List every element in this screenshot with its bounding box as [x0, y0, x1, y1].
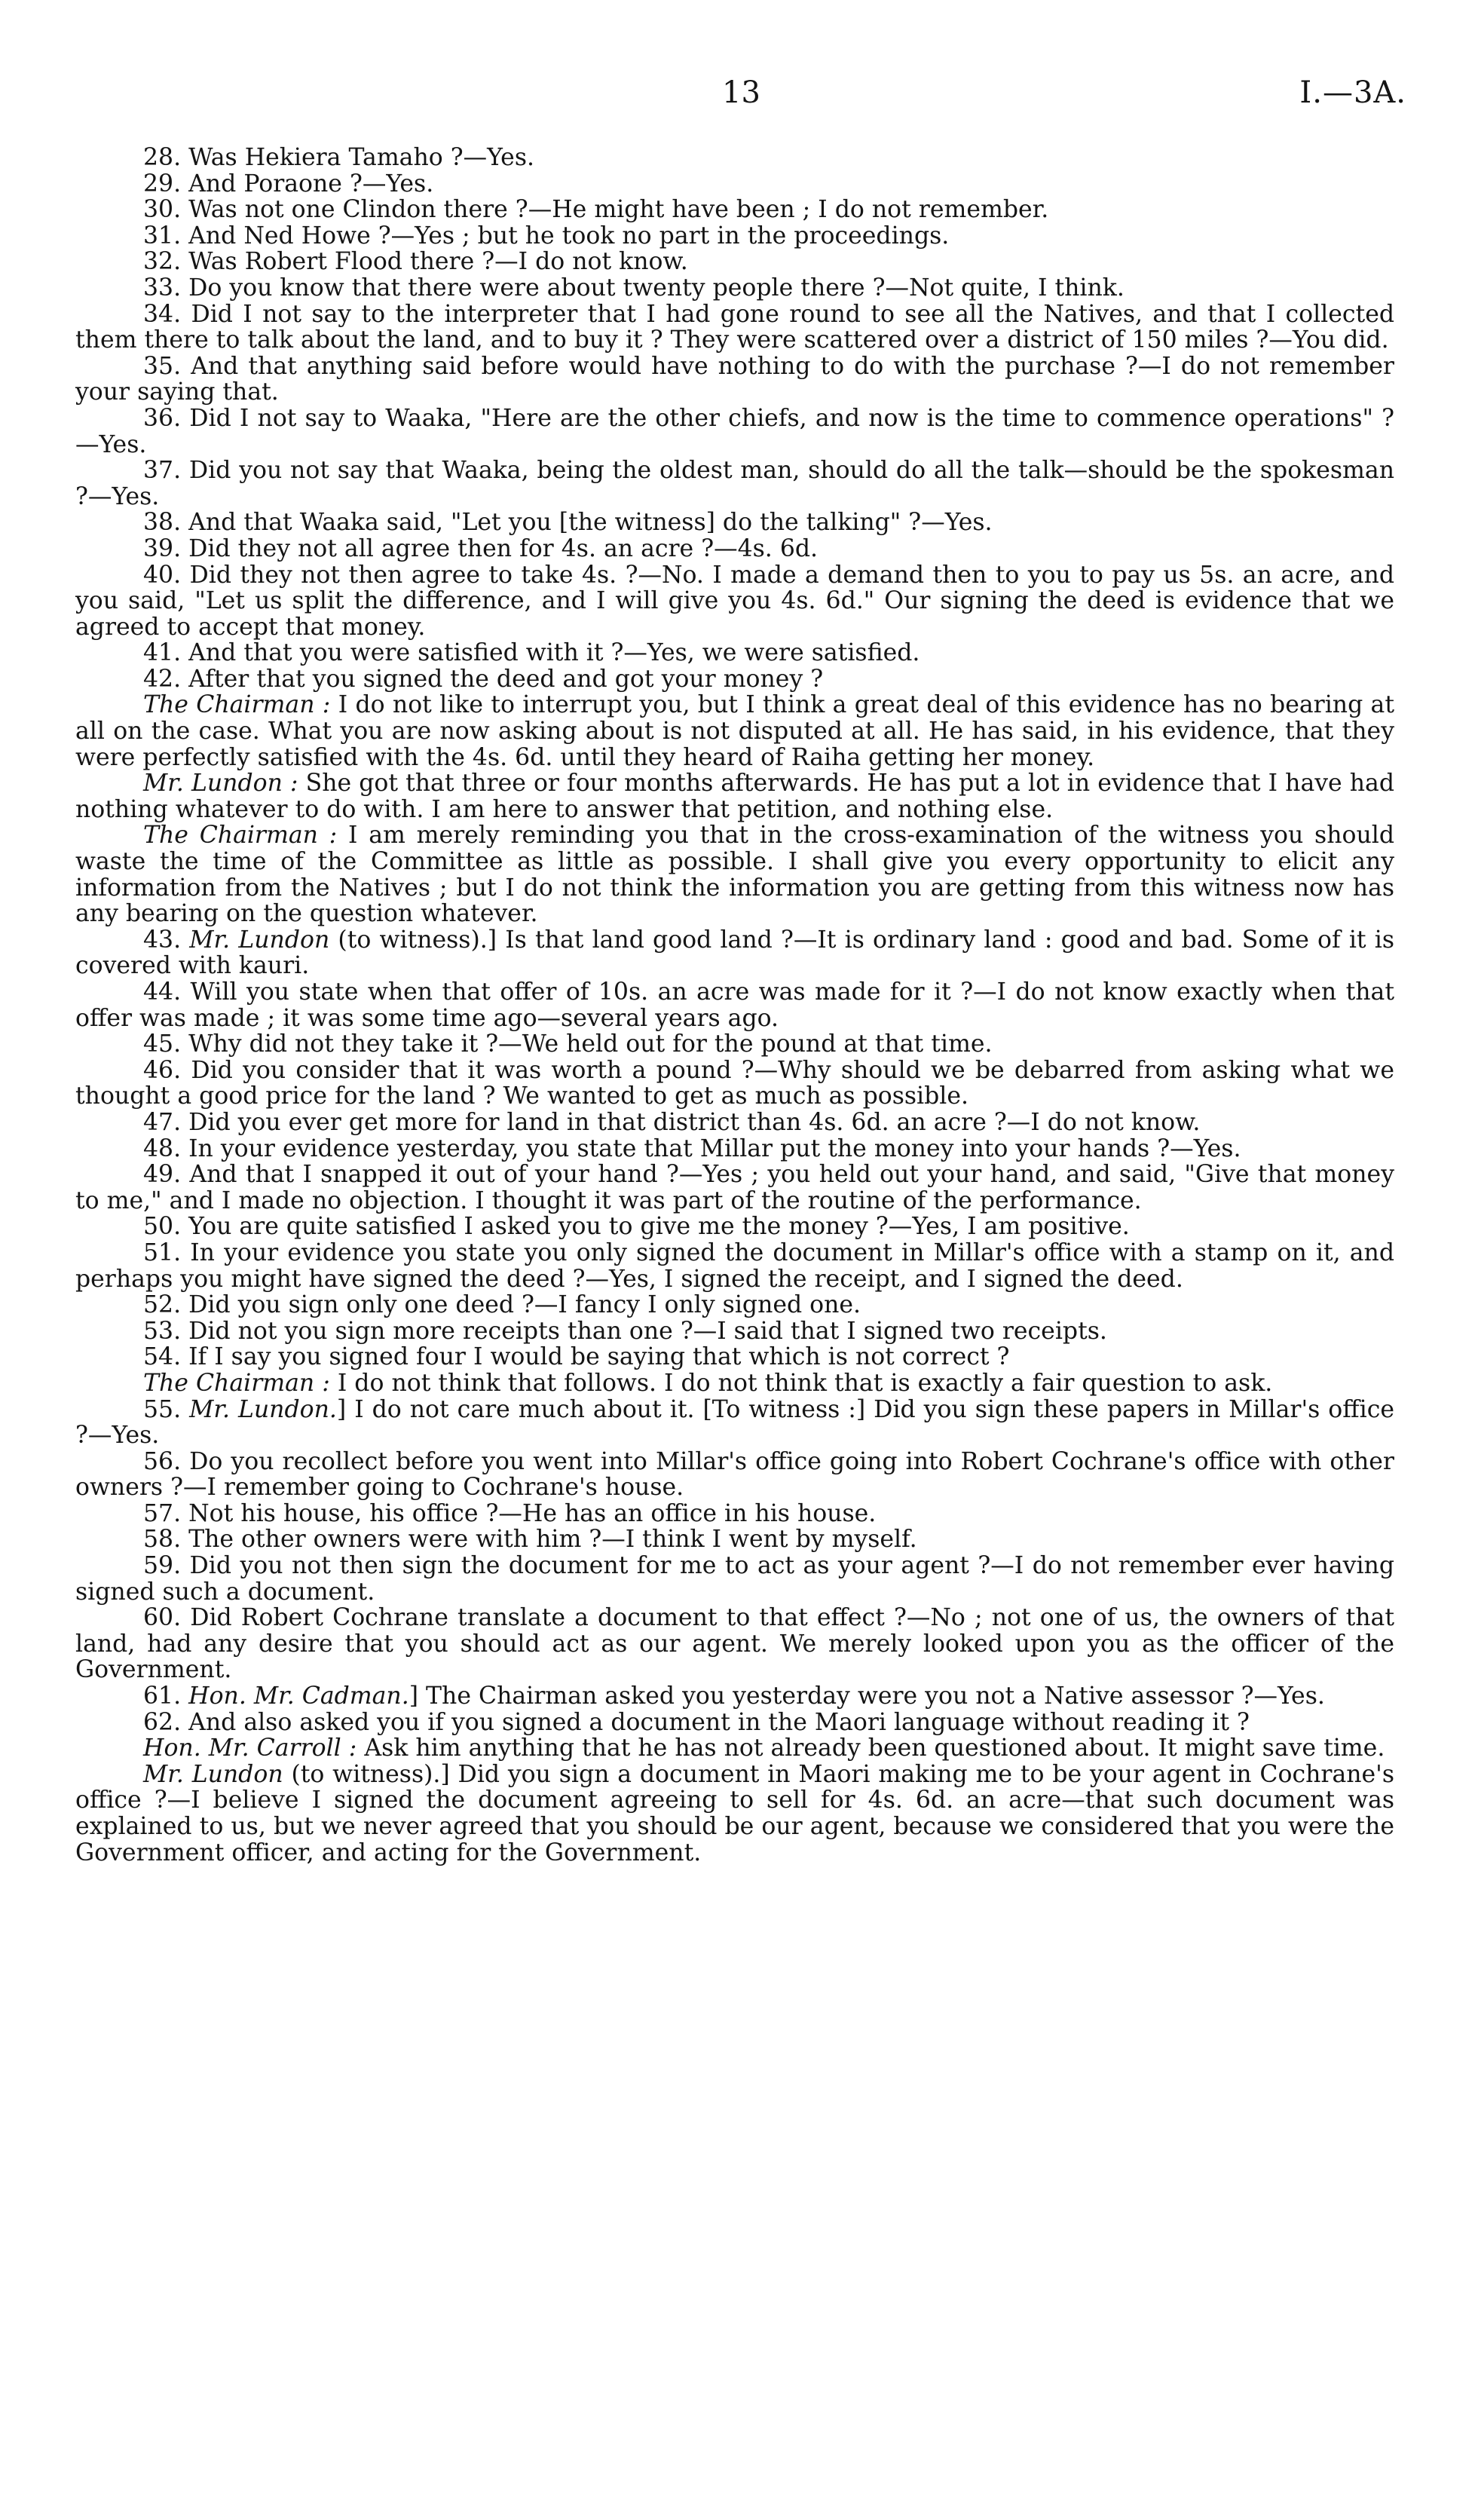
paragraph-text: 50. You are quite satisfied I asked you to give me the money ?—Yes, I am positive. — [143, 1213, 1130, 1241]
transcript-paragraph — [75, 171, 1394, 197]
transcript-paragraph — [75, 1683, 1394, 1710]
speaker-name: The Chairman : — [143, 822, 338, 850]
question-number: 43. — [143, 926, 190, 954]
transcript-body — [75, 145, 1394, 1866]
paragraph-text: 47. Did you ever get more for land in that district than 4s. 6d. an acre ?—I do not know. — [143, 1108, 1201, 1136]
paragraph-text: (to witness).] Is that land good land ?—It is ordinary land : good and bad. Some of it is covered with kauri. — [75, 926, 1394, 980]
transcript-paragraph — [75, 302, 1394, 354]
page-number: 13 — [722, 75, 760, 110]
paragraph-text: 44. Will you state when that offer of 10s. an acre was made for it ?—I do not know exactly when that offer was made ; it was some time ago—several years ago. — [75, 978, 1394, 1032]
paragraph-text: 53. Did not you sign more receipts than one ?—I said that I signed two receipts. — [143, 1317, 1107, 1345]
paragraph-text: 60. Did Robert Cochrane translate a document to that effect ?—No ; not one of us, the owners of that land, had any desire that you should act as our agent. We merely looked upon you as the officer of the Government. — [75, 1604, 1394, 1684]
transcript-paragraph — [75, 1605, 1394, 1683]
transcript-paragraph — [75, 1370, 1394, 1397]
speaker-name: The Chairman : — [143, 691, 331, 719]
speaker-name: Mr. Lundon. — [189, 1395, 337, 1423]
paragraph-text: 38. And that Waaka said, "Let you [the witness] do the talking" ?—Yes. — [143, 509, 993, 537]
transcript-paragraph — [75, 1526, 1394, 1553]
transcript-paragraph — [75, 1318, 1394, 1345]
transcript-paragraph — [75, 249, 1394, 275]
transcript-paragraph — [75, 666, 1394, 693]
question-number: 55. — [143, 1395, 190, 1423]
transcript-paragraph — [75, 1292, 1394, 1318]
transcript-paragraph — [75, 770, 1394, 822]
paragraph-text: 36. Did I not say to Waaka, "Here are the other chiefs, and now is the time to commence operations" ?—Yes. — [75, 404, 1394, 458]
paragraph-text: 30. Was not one Clindon there ?—He might have been ; I do not remember. — [143, 196, 1049, 224]
paragraph-text: 56. Do you recollect before you went into Millar's office going into Robert Cochrane's office with other owners ?—I remember going to Cochrane's house. — [75, 1447, 1394, 1502]
paragraph-text: 29. And Poraone ?—Yes. — [143, 170, 434, 197]
paragraph-text: 35. And that anything said before would have nothing to do with the purchase ?—I do not remember your saying that. — [75, 352, 1394, 406]
paragraph-text: Ask him anything that he has not already been questioned about. It might save time. — [356, 1735, 1385, 1762]
transcript-paragraph — [75, 275, 1394, 302]
transcript-paragraph — [75, 197, 1394, 223]
paragraph-text: (to witness).] Did you sign a document in Maori making me to be your agent in Cochrane's office ?—I believe I signed the document agreeing to sell for 4s. 6d. an acre—that such document was explained to us, but we never agreed that you should be our agent, because we considered that you were the Government officer, and acting for the Government. — [75, 1760, 1394, 1866]
paragraph-text: 32. Was Robert Flood there ?—I do not know. — [143, 248, 688, 276]
transcript-paragraph — [75, 1397, 1394, 1449]
document-reference: I.—3A. — [1299, 75, 1406, 110]
paragraph-text: I do not like to interrupt you, but I think a great deal of this evidence has no bearing at all on the case. What you are now asking about is not disputed at all. He has said, in his evidence, that they were perfectly satisfied with the 4s. 6d. until they heard of Raiha getting her money. — [75, 691, 1394, 771]
paragraph-text: 45. Why did not they take it ?—We held out for the pound at that time. — [143, 1030, 993, 1058]
page-header — [0, 75, 1478, 121]
paragraph-text: 54. If I say you signed four I would be saying that which is not correct ? — [143, 1343, 1010, 1371]
paragraph-text: ] The Chairman asked you yesterday were you not a Native assessor ?—Yes. — [409, 1683, 1325, 1710]
transcript-paragraph — [75, 1710, 1394, 1736]
paragraph-text: ] I do not care much about it. [To witness :] Did you sign these papers in Millar's office ?—Yes. — [75, 1395, 1395, 1450]
transcript-paragraph — [75, 1240, 1394, 1292]
question-number: 61. — [143, 1683, 189, 1710]
transcript-paragraph — [75, 406, 1394, 458]
transcript-paragraph — [75, 510, 1394, 536]
paragraph-text: 52. Did you sign only one deed ?—I fancy I only signed one. — [143, 1291, 861, 1319]
paragraph-text: 41. And that you were satisfied with it ?—Yes, we were satisfied. — [143, 639, 920, 667]
speaker-name: Hon. Mr. Cadman. — [188, 1683, 409, 1710]
transcript-paragraph — [75, 1344, 1394, 1370]
paragraph-text: I am merely reminding you that in the cross-examination of the witness you should waste the time of the Committee as little as possible. I shall give you every opportunity to elicit any information from the Natives ; but I do not think the information you are getting from this witness now has any bearing on the question whatever. — [75, 822, 1394, 928]
transcript-paragraph — [75, 1449, 1394, 1501]
paragraph-text: 46. Did you consider that it was worth a pound ?—Why should we be debarred from asking what we thought a good price for the land ? We wanted to get as much as possible. — [75, 1056, 1394, 1110]
paragraph-text: 42. After that you signed the deed and got your money ? — [143, 665, 824, 693]
paragraph-text: 28. Was Hekiera Tamaho ?—Yes. — [143, 144, 534, 171]
paragraph-text: 57. Not his house, his office ?—He has an office in his house. — [143, 1499, 877, 1527]
paragraph-text: 37. Did you not say that Waaka, being the oldest man, should do all the talk—should be the spokesman ?—Yes. — [75, 457, 1394, 510]
transcript-paragraph — [75, 640, 1394, 666]
paragraph-text: 51. In your evidence you state you only signed the document in Millar's office with a stamp on it, and perhaps you might have signed the deed ?—Yes, I signed the receipt, and I signed the deed. — [75, 1239, 1394, 1293]
speaker-name: Mr. Lundon — [143, 1760, 283, 1788]
transcript-paragraph — [75, 145, 1394, 171]
transcript-paragraph — [75, 1031, 1394, 1058]
paragraph-text: 62. And also asked you if you signed a document in the Maori language without reading it ? — [143, 1708, 1250, 1736]
speaker-name: Mr. Lundon : — [143, 770, 298, 798]
transcript-paragraph — [75, 1058, 1394, 1110]
speaker-name: Hon. Mr. Carroll : — [143, 1735, 357, 1762]
transcript-paragraph — [75, 1214, 1394, 1240]
transcript-paragraph — [75, 536, 1394, 562]
paragraph-text: 39. Did they not all agree then for 4s. an acre ?—4s. 6d. — [143, 534, 819, 562]
transcript-paragraph — [75, 354, 1394, 406]
transcript-paragraph — [75, 1762, 1394, 1866]
paragraph-text: 58. The other owners were with him ?—I think I went by myself. — [143, 1526, 917, 1554]
paragraph-text: She got that three or four months afterwards. He has put a lot in evidence that I have had nothing whatever to do with. I am here to answer that petition, and nothing else. — [75, 770, 1394, 823]
transcript-paragraph — [75, 927, 1394, 979]
paragraph-text: 31. And Ned Howe ?—Yes ; but he took no part in the proceedings. — [143, 222, 950, 250]
transcript-paragraph — [75, 223, 1394, 250]
speaker-name: The Chairman : — [143, 1369, 330, 1397]
transcript-paragraph — [75, 1553, 1394, 1605]
transcript-paragraph — [75, 1735, 1394, 1762]
transcript-paragraph — [75, 1136, 1394, 1162]
transcript-paragraph — [75, 1110, 1394, 1136]
paragraph-text: 48. In your evidence yesterday, you state that Millar put the money into your hands ?—Yes. — [143, 1134, 1241, 1162]
transcript-paragraph — [75, 1501, 1394, 1527]
transcript-paragraph — [75, 1162, 1394, 1214]
transcript-paragraph — [75, 979, 1394, 1031]
paragraph-text: 34. Did I not say to the interpreter that I had gone round to see all the Natives, and that I collected them there to talk about the land, and to buy it ? They were scattered over a district of 150 miles ?—You did. — [75, 300, 1394, 354]
paragraph-text: 49. And that I snapped it out of your hand ?—Yes ; you held out your hand, and said, "Give that money to me," and I made no objection. I thought it was part of the routine of the performance. — [75, 1161, 1394, 1214]
paragraph-text: 33. Do you know that there were about twenty people there ?—Not quite, I think. — [143, 274, 1125, 302]
transcript-paragraph — [75, 562, 1394, 641]
paragraph-text: 59. Did you not then sign the document for me to act as your agent ?—I do not remember ever having signed such a document. — [75, 1552, 1394, 1606]
speaker-name: Mr. Lundon — [189, 926, 330, 954]
transcript-paragraph — [75, 692, 1394, 770]
paragraph-text: I do not think that follows. I do not think that is exactly a fair question to ask. — [329, 1369, 1273, 1397]
transcript-paragraph — [75, 458, 1394, 510]
paragraph-text: 40. Did they not then agree to take 4s. ?—No. I made a demand then to you to pay us 5s. an acre, and you said, "Let us split the difference, and I will give you 4s. 6d." Our signing the deed is evidence that we agreed to accept that money. — [75, 561, 1394, 641]
transcript-paragraph — [75, 822, 1394, 926]
